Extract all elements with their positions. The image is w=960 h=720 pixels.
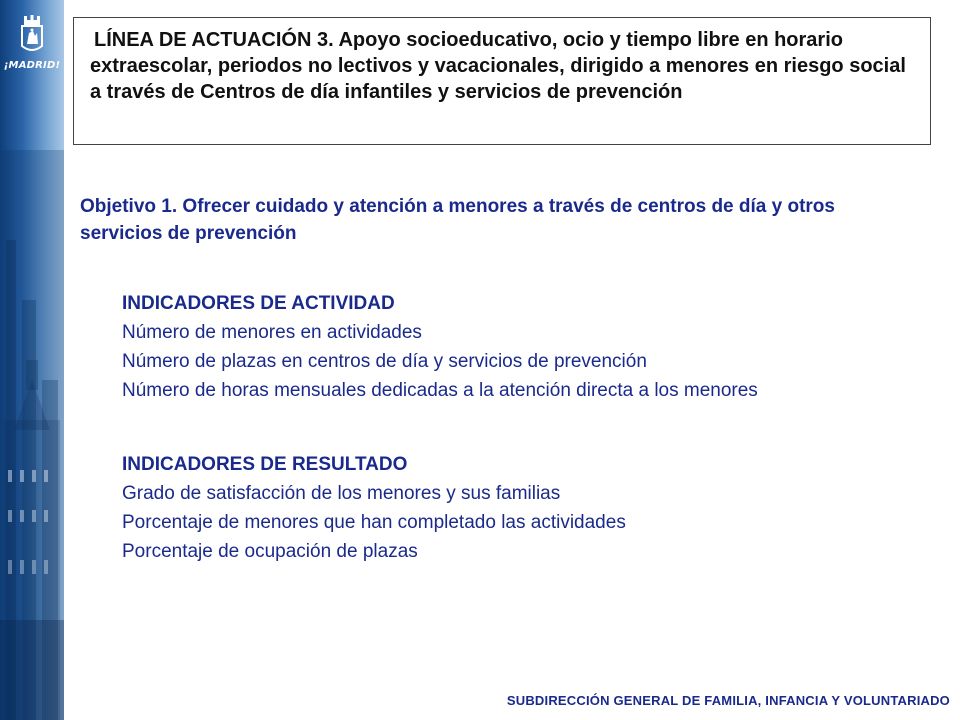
- activity-indicators-list: [122, 318, 942, 405]
- objective-text: Objetivo 1. Ofrecer cuidado y atención a menores a través de centros de día y otros servicios de prevención: [80, 196, 835, 244]
- activity-indicators-heading: INDICADORES DE ACTIVIDAD: [122, 293, 395, 314]
- coat-of-arms-icon: [0, 0, 64, 60]
- activity-indicator-item: Número de menores en actividades: [122, 322, 422, 343]
- line-of-action-box: [73, 17, 931, 145]
- logo-wordmark: ¡MADRID!: [3, 60, 61, 71]
- activity-indicators-section: [122, 289, 942, 405]
- result-indicators-section: [122, 450, 942, 566]
- line-of-action-title: LÍNEA DE ACTUACIÓN 3. Apoyo socioeducativo, ocio y tiempo libre en horario extraescolar, periodos no lectivos y vacacionales, dirigido a menores en riesgo social a través de Centros de día infantiles y servicios de prevención: [90, 29, 906, 103]
- activity-indicator-item: Número de horas mensuales dedicadas a la atención directa a los menores: [122, 380, 758, 401]
- activity-indicator-item: Número de plazas en centros de día y servicios de prevención: [122, 351, 647, 372]
- result-indicator-item: Porcentaje de ocupación de plazas: [122, 541, 418, 562]
- madrid-logo: [0, 0, 64, 96]
- result-indicators-heading: INDICADORES DE RESULTADO: [122, 454, 408, 475]
- footer-department: SUBDIRECCIÓN GENERAL DE FAMILIA, INFANCIA Y VOLUNTARIADO: [506, 693, 950, 708]
- result-indicator-item: Grado de satisfacción de los menores y sus familias: [122, 483, 561, 504]
- result-indicator-item: Porcentaje de menores que han completado las actividades: [122, 512, 626, 533]
- city-skyline-image: [0, 0, 64, 720]
- result-indicators-list: [122, 479, 942, 566]
- side-band: [0, 0, 64, 720]
